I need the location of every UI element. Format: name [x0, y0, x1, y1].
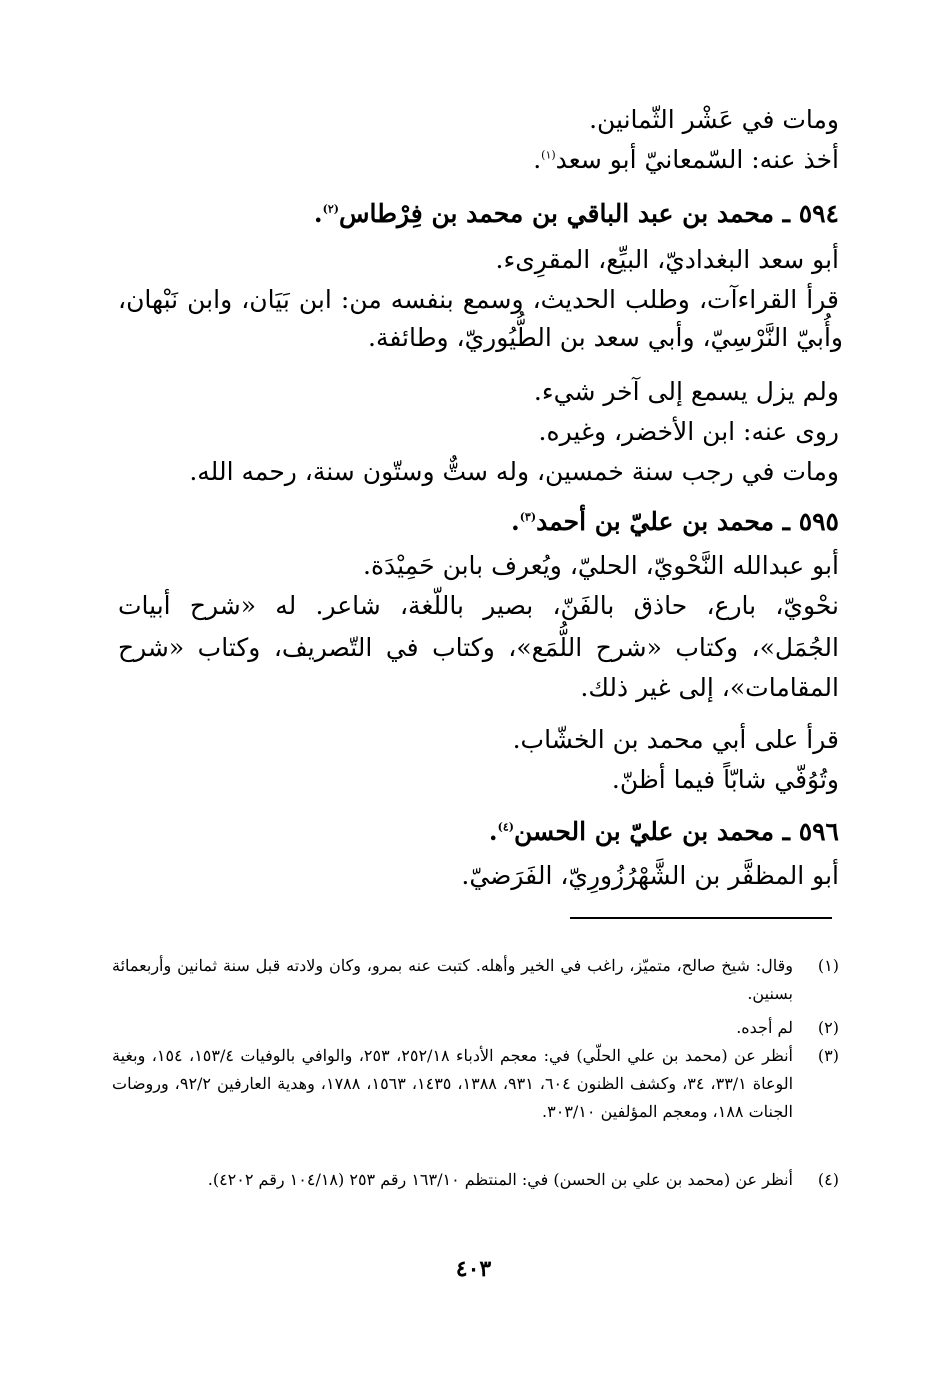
- line-text: أبو المظفَّر بن الشَّهْرُزُورِيّ، الفَرَضيّ.: [461, 861, 839, 890]
- footnote-number: (٤): [817, 1170, 839, 1189]
- line-end: .: [488, 817, 498, 846]
- body-line: [368, 318, 843, 358]
- entry-title-text: ٥٩٥ ـ محمد بن عليّ بن أحمد: [536, 507, 839, 536]
- footnote: [112, 1014, 839, 1042]
- line-text: المقامات»، إلى غير ذلك.: [580, 673, 839, 702]
- footnote-marker[interactable]: (٣): [519, 510, 537, 524]
- body-line: [118, 628, 839, 668]
- footnote-text: وقال: شيخ صالح، متميّز، راغب في الخير وأهله. كتبت عنه بمرو، وكان ولادته قبل سنة ثمانين وأربعمائة بسنين.: [112, 956, 793, 1003]
- line-text: ومات في رجب سنة خمسين، وله ستٌّ وستّون سنة، رحمه الله.: [189, 457, 839, 486]
- footnote-separator: [570, 917, 832, 919]
- footnote: [112, 1166, 839, 1194]
- entry-595-title: [511, 502, 839, 542]
- footnote-marker[interactable]: (٢): [322, 202, 339, 216]
- body-line: [539, 412, 839, 452]
- body-line: [461, 856, 839, 896]
- line-text: وتُوُفّي شابّاً فيما أظنّ.: [611, 765, 839, 794]
- body-line: [533, 140, 839, 180]
- footnote-text: لم أجده.: [736, 1018, 793, 1037]
- entry-594-title: [314, 194, 839, 234]
- body-line: [580, 668, 839, 708]
- body-line: [496, 240, 840, 280]
- line-end: .: [510, 507, 520, 536]
- line-text: الجُمَل»، وكتاب «شرح اللُّمَع»، وكتاب في التّصريف، وكتاب «شرح: [118, 633, 839, 662]
- line-text: وأُبيّ النَّرْسِيّ، وأبي سعد بن الطُّيُوريّ، وطائفة.: [368, 323, 843, 352]
- entry-title-text: ٥٩٤ ـ محمد بن عبد الباقي بن محمد بن فِرْطاس: [338, 199, 839, 228]
- line-text: أبو سعد البغداديّ، البيِّع، المقرِىء.: [495, 245, 839, 274]
- line-text: نحْويّ، بارع، حاذق بالفَنّ، بصير باللّغة، شاعر. له «شرح أبيات: [118, 591, 839, 620]
- body-line: [513, 720, 839, 760]
- body-line: [118, 586, 839, 626]
- footnote-text: أنظر عن (محمد بن علي الحلّي) في: معجم الأدباء ٢٥٢/١٨، ٢٥٣، والوافي بالوفيات ١٥٣/٤، ١٥٤، وبغية الوعاة ٣٣/١، ٣٤، وكشف الظنون ٦٠٤، ٩٣١، ١٣٨٨، ١٤٣٥، ١٥٦٣، ١٧٨٨، وهدية العارفين ٩٢/٢، وروضات الجنات ١٨٨، ومعجم المؤلفين ٣٠٣/١٠.: [112, 1046, 794, 1121]
- footnote-number: (٢): [817, 1018, 839, 1037]
- footnote: [112, 1042, 839, 1126]
- page-number: ٤٠٣: [455, 1256, 492, 1282]
- line-text: روى عنه: ابن الأخضر، وغيره.: [538, 417, 839, 446]
- line-text: أخذ عنه: السّمعانيّ أبو سعد: [555, 145, 839, 174]
- line-end: .: [533, 145, 542, 174]
- footnote-number: (١): [817, 956, 839, 975]
- footnote: [112, 952, 839, 1008]
- line-text: قرأ القراءآت، وطلب الحديث، وسمع بنفسه من: ابن بَيَان، وابن نَبْهان،: [118, 285, 839, 314]
- footnote-text: أنظر عن (محمد بن علي بن الحسن) في: المنتظم ١٦٣/١٠ رقم ٢٥٣ (١٠٤/١٨ رقم ٤٢٠٢).: [207, 1170, 793, 1189]
- entry-title-text: ٥٩٦ ـ محمد بن عليّ بن الحسن: [514, 817, 839, 846]
- body-line: [363, 546, 839, 586]
- body-line: [534, 372, 839, 412]
- line-text: قرأ على أبي محمد بن الخشّاب.: [512, 725, 839, 754]
- line-text: ومات في عَشْر الثّمانين.: [589, 105, 839, 134]
- line-text: ولم يزل يسمع إلى آخر شيء.: [533, 377, 839, 406]
- footnote-number: (٣): [817, 1046, 839, 1065]
- footnote-marker[interactable]: (١): [541, 148, 556, 162]
- body-line: [612, 760, 839, 800]
- line-end: .: [313, 199, 323, 228]
- footnote-marker[interactable]: (٤): [497, 820, 514, 834]
- entry-596-title: [489, 812, 839, 852]
- body-line: [189, 452, 839, 492]
- body-line: [589, 100, 839, 140]
- line-text: أبو عبدالله النَّحْويّ، الحليّ، ويُعرف بابن حَمِيْدَة.: [363, 551, 839, 580]
- body-line: [118, 280, 839, 320]
